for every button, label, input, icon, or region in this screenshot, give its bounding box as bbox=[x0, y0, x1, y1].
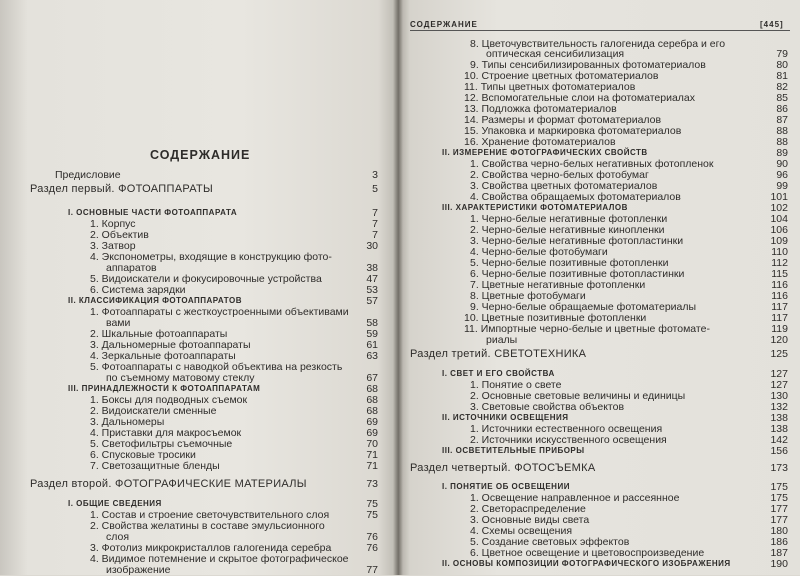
toc-entry-text: Предисловие bbox=[55, 169, 121, 181]
toc-page-number: 81 bbox=[776, 70, 788, 82]
toc-entry-text: I. ОБЩИЕ СВЕДЕНИЯ bbox=[68, 499, 162, 508]
toc-entry-text: 2. Светораспределение bbox=[470, 503, 586, 515]
toc-entry-text: 15. Упаковка и маркировка фотоматериалов bbox=[464, 125, 682, 137]
toc-entry-text: 1. Черно-белые негативные фотопленки bbox=[470, 213, 668, 225]
toc-entry-text: оптическая сенсибилизация bbox=[486, 48, 625, 60]
toc-entry-text: 4. Видимое потемнение и скрытое фотографическое bbox=[90, 553, 349, 565]
toc-entry-text: Раздел третий. СВЕТОТЕХНИКА bbox=[410, 348, 587, 360]
toc-chapter-heading bbox=[442, 445, 585, 457]
toc-entry bbox=[55, 169, 121, 181]
toc-entry-text: 5. Видоискатели и фокусировочные устройства bbox=[90, 273, 322, 285]
toc-page-number: 190 bbox=[770, 558, 788, 570]
toc-page-number: 76 bbox=[366, 542, 378, 554]
toc-entry-text: 6. Система зарядки bbox=[90, 284, 186, 296]
toc-entry-text: 2. Источники искусственного освещения bbox=[470, 434, 667, 446]
toc-page-number: 173 bbox=[770, 462, 788, 474]
toc-page-number: 87 bbox=[776, 114, 788, 126]
toc-page-number: 119 bbox=[771, 323, 788, 335]
toc-entry-text: 5. Черно-белые позитивные фотопленки bbox=[470, 257, 669, 269]
toc-page-number: 116 bbox=[771, 279, 788, 291]
toc-entry-text: 3. Свойства цветных фотоматериалов bbox=[470, 180, 658, 192]
toc-page-number: 38 bbox=[366, 262, 378, 274]
toc-page-number: 59 bbox=[366, 328, 378, 340]
toc-page-number: 80 bbox=[776, 59, 788, 71]
toc-entry-text: вами bbox=[106, 317, 131, 329]
toc-entry-text: 4. Зеркальные фотоаппараты bbox=[90, 350, 236, 362]
toc-page-number: 68 bbox=[366, 383, 378, 395]
toc-page-number: 138 bbox=[770, 412, 788, 424]
toc-page-number: 110 bbox=[771, 246, 788, 258]
toc-page-number: 102 bbox=[770, 202, 788, 214]
toc-page-number: 58 bbox=[366, 317, 378, 329]
toc-entry-text: 2. Черно-белые негативные кинопленки bbox=[470, 224, 665, 236]
toc-entry-text: 12. Вспомогательные слои на фотоматериалах bbox=[464, 92, 696, 104]
toc-entry-text: 3. Фотолиз микрокристаллов галогенида серебра bbox=[90, 542, 332, 554]
toc-page-number: 116 bbox=[771, 290, 788, 302]
toc-page-number: 117 bbox=[771, 312, 788, 324]
toc-entry bbox=[90, 460, 220, 472]
toc-page-number: 70 bbox=[366, 438, 378, 450]
toc-page-number: 47 bbox=[366, 273, 378, 285]
toc-page-number: 57 bbox=[366, 295, 378, 307]
toc-entry-text: I. ОСНОВНЫЕ ЧАСТИ ФОТОАППАРАТА bbox=[68, 208, 238, 217]
toc-page-number: 7 bbox=[372, 229, 378, 241]
toc-entry-text: 4. Экспонометры, входящие в конструкцию фото- bbox=[90, 251, 332, 263]
toc-page-number: 156 bbox=[770, 445, 788, 457]
toc-entry-text: II. ИЗМЕРЕНИЕ ФОТОГРАФИЧЕСКИХ СВОЙСТВ bbox=[442, 148, 648, 157]
toc-entry-text: Раздел четвертый. ФОТОСЪЕМКА bbox=[410, 462, 596, 474]
toc-entry-text: 8. Цветные фотобумаги bbox=[470, 290, 586, 302]
toc-entry-text: 1. Понятие о свете bbox=[470, 379, 562, 391]
toc-page-number: 132 bbox=[770, 401, 788, 413]
toc-page-number: 3 bbox=[372, 169, 378, 181]
toc-entry-text: по съемному матовому стеклу bbox=[106, 372, 255, 384]
toc-page-number: 117 bbox=[771, 301, 788, 313]
toc-entry-text: 4. Схемы освещения bbox=[470, 525, 573, 537]
toc-page-number: 115 bbox=[771, 268, 788, 280]
toc-page-number: 101 bbox=[770, 191, 788, 203]
toc-entry-text: 9. Типы сенсибилизированных фотоматериалов bbox=[470, 59, 706, 71]
toc-entry-text: 2. Объектив bbox=[90, 229, 149, 241]
toc-page-number: 130 bbox=[770, 390, 788, 402]
toc-page-number: 86 bbox=[776, 103, 788, 115]
toc-page-number: 79 bbox=[776, 48, 788, 60]
toc-page-number: 180 bbox=[770, 525, 788, 537]
toc-entry-text: 5. Создание световых эффектов bbox=[470, 536, 630, 548]
toc-page-number: 7 bbox=[372, 218, 378, 230]
toc-page-number: 71 bbox=[366, 449, 378, 461]
page-number-header: [445] bbox=[760, 20, 784, 29]
toc-entry-text: 1. Боксы для подводных съемок bbox=[90, 394, 248, 406]
toc-page-number: 112 bbox=[771, 257, 788, 269]
toc-entry-text: 3. Черно-белые негативные фотопластинки bbox=[470, 235, 684, 247]
toc-page-number: 106 bbox=[770, 224, 788, 236]
toc-entry-text: 1. Фотоаппараты с жесткоустроенными объективами bbox=[90, 306, 349, 318]
toc-page-number: 75 bbox=[366, 509, 378, 521]
toc-entry-text: 11. Типы цветных фотоматериалов bbox=[464, 81, 636, 93]
toc-entry-text: риалы bbox=[486, 334, 518, 346]
toc-entry-text: 10. Строение цветных фотоматериалов bbox=[464, 70, 659, 82]
toc-page-number: 90 bbox=[776, 158, 788, 170]
toc-page-number: 68 bbox=[366, 394, 378, 406]
toc-page-number: 67 bbox=[366, 372, 378, 384]
toc-page-number: 186 bbox=[770, 536, 788, 548]
toc-section-heading bbox=[410, 462, 595, 474]
toc-page-number: 109 bbox=[770, 235, 788, 247]
toc-entry-text: II. ИСТОЧНИКИ ОСВЕЩЕНИЯ bbox=[442, 413, 569, 422]
toc-page-number: 142 bbox=[770, 434, 788, 446]
toc-entry-text: 2. Видоискатели сменные bbox=[90, 405, 217, 417]
toc-page-number: 82 bbox=[776, 81, 788, 93]
toc-entry bbox=[486, 334, 517, 346]
toc-page-number: 69 bbox=[366, 427, 378, 439]
toc-entry-text: 6. Спусковые тросики bbox=[90, 449, 196, 461]
toc-page-number: 120 bbox=[770, 334, 788, 346]
toc-entry-text: Раздел первый. ФОТОАППАРАТЫ bbox=[30, 183, 214, 195]
toc-entry-text: 14. Размеры и формат фотоматериалов bbox=[464, 114, 662, 126]
toc-page-number: 89 bbox=[776, 147, 788, 159]
toc-entry-text: 3. Затвор bbox=[90, 240, 136, 252]
toc-page-number: 138 bbox=[770, 423, 788, 435]
toc-page-number: 30 bbox=[366, 240, 378, 252]
toc-entry-text: 2. Основные световые величины и единицы bbox=[470, 390, 686, 402]
toc-page-number: 71 bbox=[366, 460, 378, 472]
toc-entry-text: 3. Основные виды света bbox=[470, 514, 590, 526]
toc-entry-text: 4. Черно-белые фотобумаги bbox=[470, 246, 608, 258]
toc-page-number: 99 bbox=[776, 180, 788, 192]
toc-entry-text: 2. Свойства желатины в составе эмульсионного bbox=[90, 520, 325, 532]
toc-entry-text: Раздел второй. ФОТОГРАФИЧЕСКИЕ МАТЕРИАЛЫ bbox=[30, 478, 307, 490]
toc-entry-text: 1. Источники естественного освещения bbox=[470, 423, 663, 435]
toc-page-number: 76 bbox=[366, 531, 378, 543]
toc-page-number: 177 bbox=[770, 514, 788, 526]
toc-page-number: 104 bbox=[770, 213, 788, 225]
toc-entry-text: 6. Черно-белые позитивные фотопластинки bbox=[470, 268, 685, 280]
toc-page-number: 73 bbox=[366, 478, 378, 490]
toc-page-number: 68 bbox=[366, 405, 378, 417]
toc-chapter-heading bbox=[442, 558, 731, 570]
toc-entry-text: I. ПОНЯТИЕ ОБ ОСВЕЩЕНИИ bbox=[442, 482, 570, 491]
toc-page-number: 88 bbox=[776, 125, 788, 137]
book-gutter bbox=[393, 0, 403, 575]
toc-entry-text: 4. Свойства обращаемых фотоматериалов bbox=[470, 191, 681, 203]
toc-entry-text: I. СВЕТ И ЕГО СВОЙСТВА bbox=[442, 369, 555, 378]
toc-entry-text: 3. Дальномерные фотоаппараты bbox=[90, 339, 251, 351]
toc-entry-text: 10. Цветные позитивные фотопленки bbox=[464, 312, 647, 324]
toc-entry-text: 9. Черно-белые обращаемые фотоматериалы bbox=[470, 301, 697, 313]
toc-entry-text: 2. Шкальные фотоаппараты bbox=[90, 328, 228, 340]
toc-entry-text: II. ОСНОВЫ КОМПОЗИЦИИ ФОТОГРАФИЧЕСКОГО ИЗОБРАЖЕНИЯ bbox=[442, 559, 731, 568]
toc-entry-text: аппаратов bbox=[106, 262, 157, 274]
toc-entry-text: 1. Освещение направленное и рассеянное bbox=[470, 492, 680, 504]
toc-page-number: 175 bbox=[770, 492, 788, 504]
toc-entry-text: 6. Цветное освещение и цветовоспроизведение bbox=[470, 547, 705, 559]
toc-entry bbox=[106, 564, 170, 576]
toc-entry-text: 1. Состав и строение светочувствительного слоя bbox=[90, 509, 330, 521]
toc-entry-text: 7. Светозащитные бленды bbox=[90, 460, 220, 472]
toc-entry-text: 1. Корпус bbox=[90, 218, 136, 230]
toc-entry-text: III. ХАРАКТЕРИСТИКИ ФОТОМАТЕРИАЛОВ bbox=[442, 203, 628, 212]
toc-page-number: 177 bbox=[770, 503, 788, 515]
toc-entry-text: 2. Свойства черно-белых фотобумаг bbox=[470, 169, 649, 181]
toc-page-number: 75 bbox=[366, 498, 378, 510]
toc-page-number: 127 bbox=[770, 368, 788, 380]
toc-section-heading bbox=[30, 478, 307, 490]
toc-page-number: 175 bbox=[770, 481, 788, 493]
toc-page-number: 63 bbox=[366, 350, 378, 362]
toc-page-number: 69 bbox=[366, 416, 378, 428]
toc-entry-text: 4. Приставки для макросъемок bbox=[90, 427, 242, 439]
toc-page-number: 127 bbox=[770, 379, 788, 391]
page-title: СОДЕРЖАНИЕ bbox=[150, 148, 251, 162]
running-header: СОДЕРЖАНИЕ bbox=[410, 20, 478, 29]
toc-entry-text: 5. Фотоаппараты с наводкой объектива на резкость bbox=[90, 361, 343, 373]
header-rule bbox=[410, 30, 790, 31]
toc-entry-text: III. ОСВЕТИТЕЛЬНЫЕ ПРИБОРЫ bbox=[442, 446, 585, 455]
toc-page-number: 53 bbox=[366, 284, 378, 296]
toc-entry-text: II. КЛАССИФИКАЦИЯ ФОТОАППАРАТОВ bbox=[68, 296, 242, 305]
toc-entry-text: изображение bbox=[106, 564, 171, 576]
toc-page-number: 96 bbox=[776, 169, 788, 181]
toc-page-number: 61 bbox=[366, 339, 378, 351]
toc-entry-text: 13. Подложка фотоматериалов bbox=[464, 103, 617, 115]
toc-page-number: 77 bbox=[366, 564, 378, 576]
toc-page-number: 88 bbox=[776, 136, 788, 148]
toc-entry-text: 11. Импортные черно-белые и цветные фотомате- bbox=[464, 323, 710, 335]
toc-entry-text: 1. Свойства черно-белых негативных фотопленок bbox=[470, 158, 714, 170]
toc-section-heading bbox=[30, 183, 213, 195]
toc-entry-text: 5. Светофильтры съемочные bbox=[90, 438, 233, 450]
toc-page-number: 125 bbox=[770, 348, 788, 360]
toc-entry-text: 3. Дальномеры bbox=[90, 416, 165, 428]
toc-entry-text: 3. Световые свойства объектов bbox=[470, 401, 625, 413]
toc-section-heading bbox=[410, 348, 586, 360]
toc-entry-text: слоя bbox=[106, 531, 130, 543]
toc-page-number: 187 bbox=[770, 547, 788, 559]
toc-page-number: 7 bbox=[372, 207, 378, 219]
toc-page-number: 5 bbox=[372, 183, 378, 195]
toc-entry-text: 16. Хранение фотоматериалов bbox=[464, 136, 616, 148]
toc-page-number: 85 bbox=[776, 92, 788, 104]
toc-entry-text: III. ПРИНАДЛЕЖНОСТИ К ФОТОАППАРАТАМ bbox=[68, 384, 261, 393]
toc-entry-text: 8. Цветочувствительность галогенида серебра и его bbox=[470, 38, 726, 50]
toc-entry-text: 7. Цветные негативные фотопленки bbox=[470, 279, 646, 291]
